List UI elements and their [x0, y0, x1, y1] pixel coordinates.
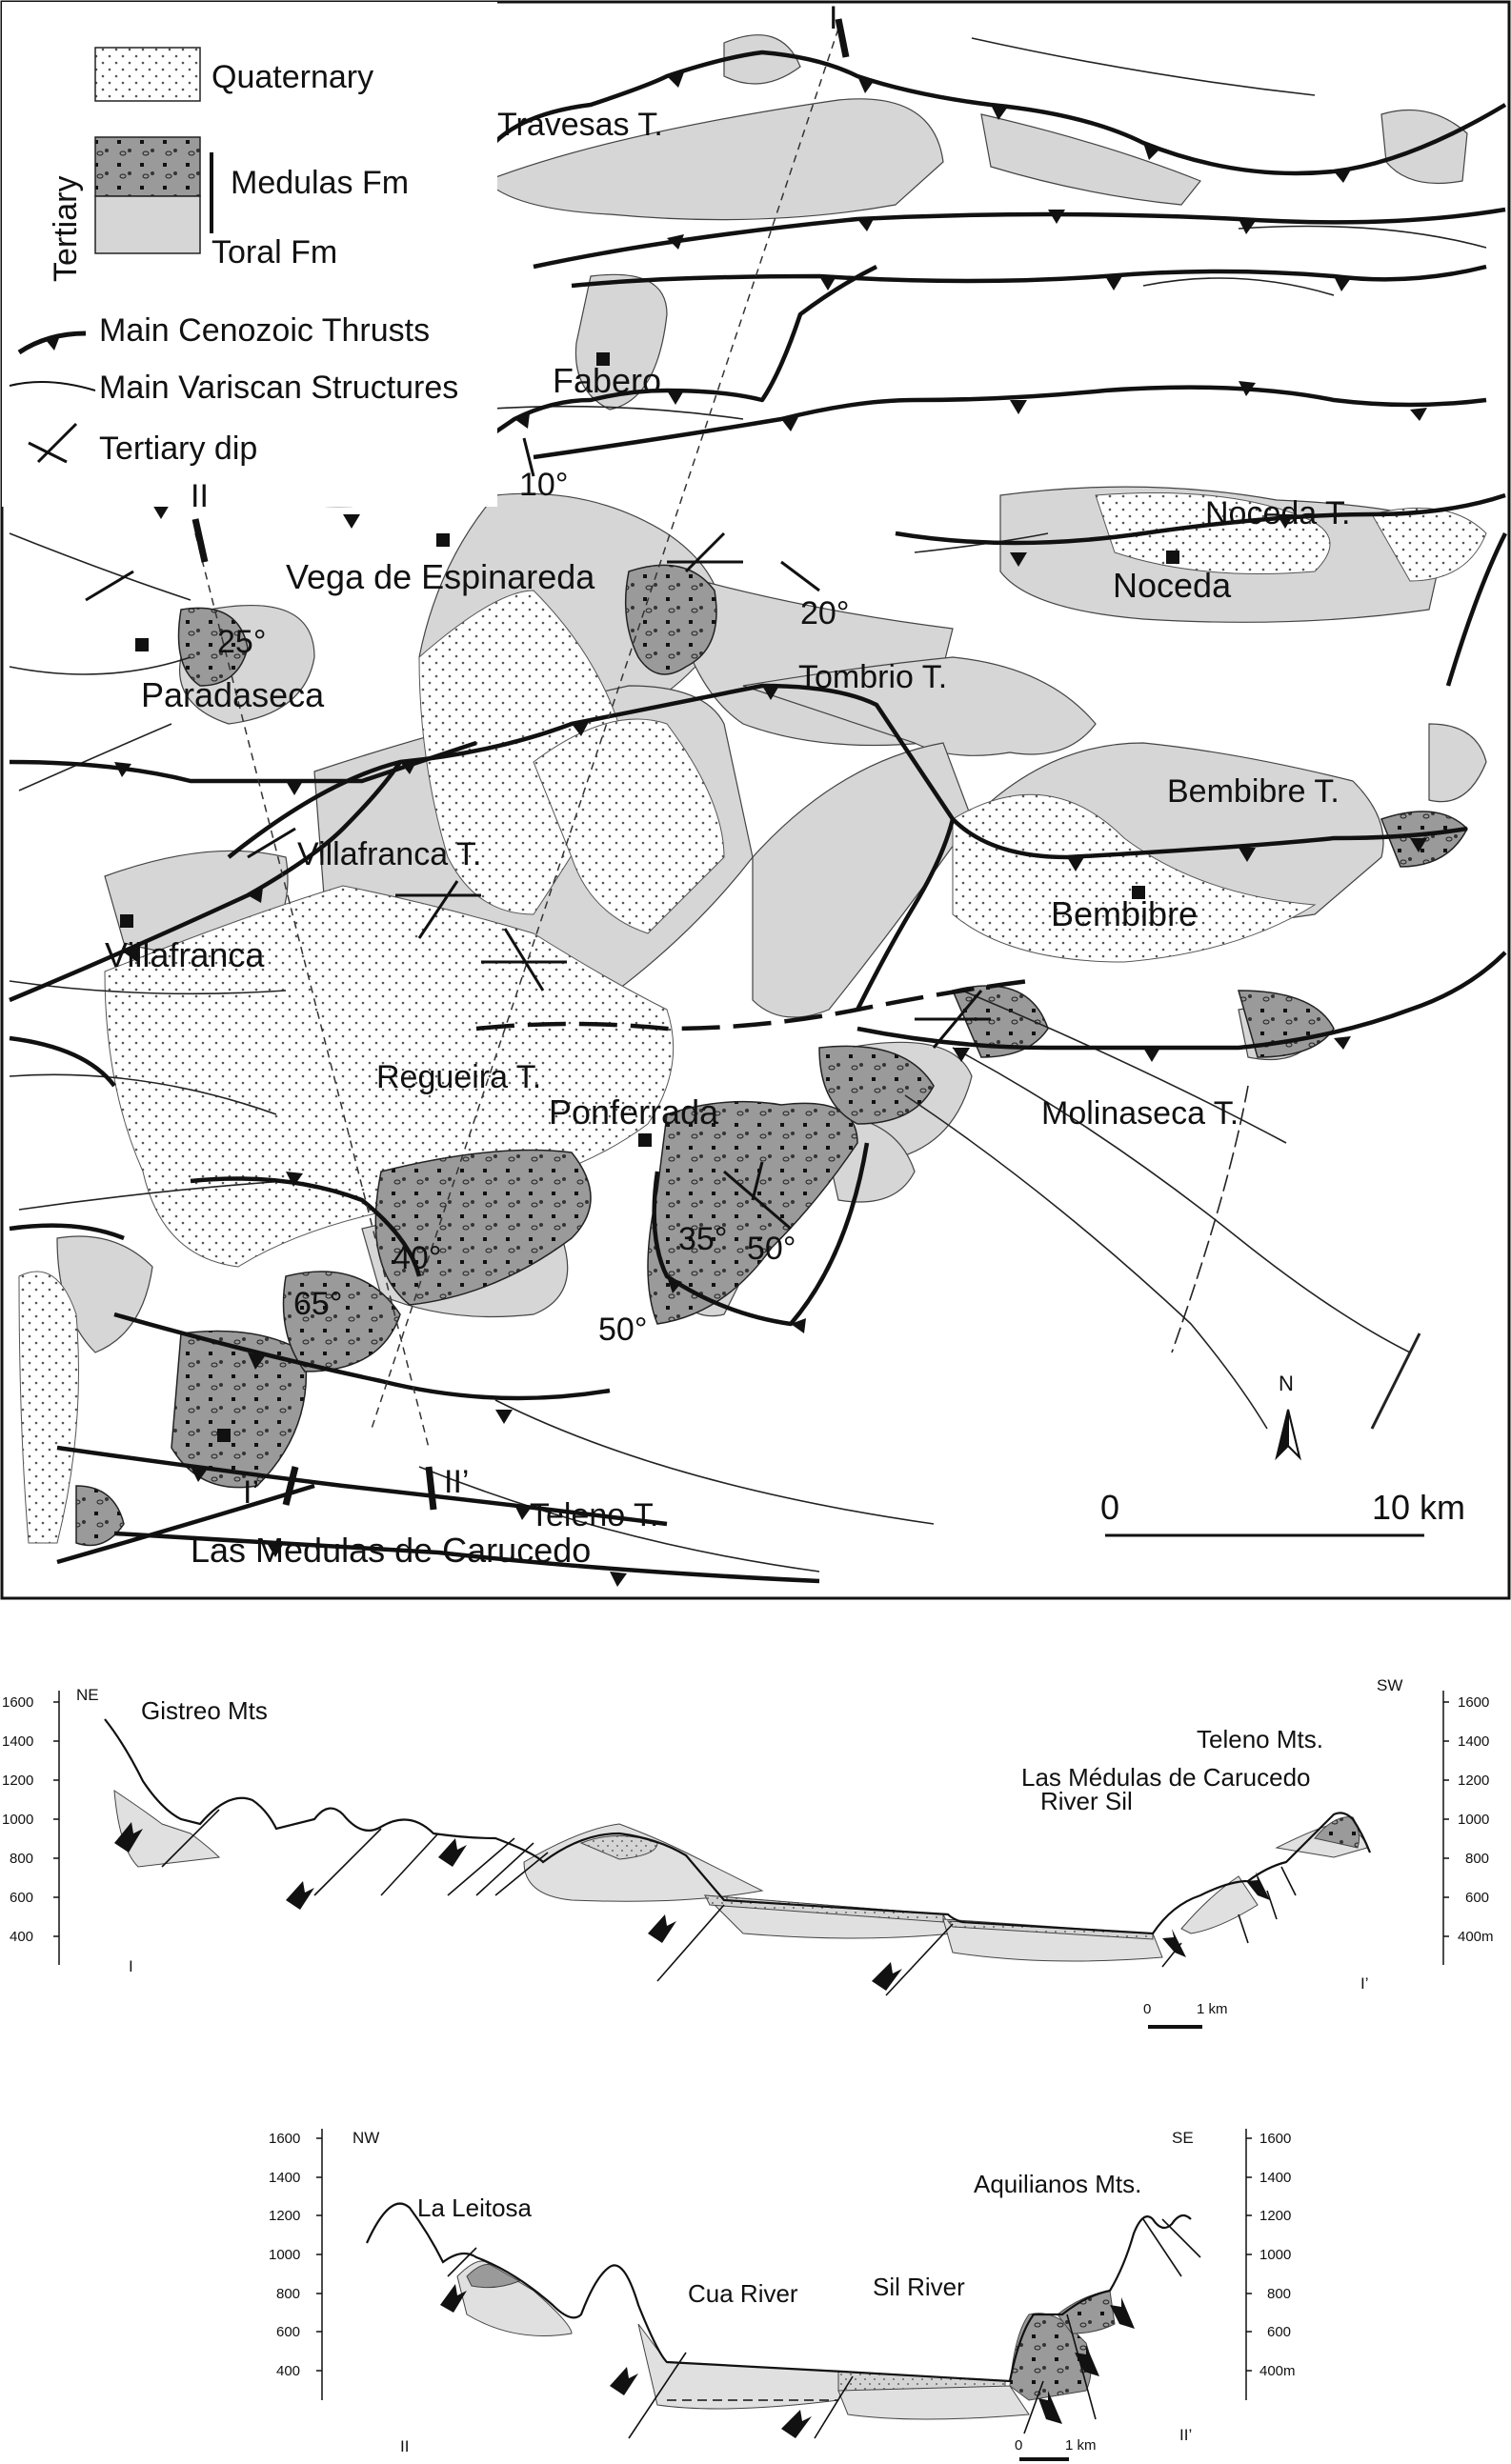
label-tombrio: Tombrio T.	[798, 659, 948, 695]
section1-scale	[1143, 2001, 1228, 2027]
section2-left-end: II	[400, 2437, 410, 2455]
section1-right-dir: SW	[1377, 1676, 1403, 1694]
section1-right-tick: 800	[1465, 1851, 1490, 1867]
dip-50-a: 50°	[747, 1231, 796, 1267]
label-noceda: Noceda	[1113, 566, 1232, 605]
section-mark-II-prime: II’	[444, 1464, 470, 1500]
geological-map	[2, 0, 1509, 1598]
label-villafranca-thrust: Villafranca T.	[297, 836, 482, 872]
dip-50-b: 50°	[598, 1312, 648, 1348]
dip-10: 10°	[519, 467, 569, 503]
label-fabero: Fabero	[553, 361, 662, 400]
section1-label-sil: River Sil	[1040, 1787, 1133, 1815]
section2-scale-end: 1 km	[1065, 2437, 1097, 2454]
section1-left-tick: 1000	[2, 1812, 34, 1828]
label-villafranca: Villafranca	[105, 935, 265, 974]
town-marker-vega	[436, 533, 450, 547]
section1-left-tick: 800	[10, 1851, 34, 1867]
dip-25: 25°	[217, 624, 267, 660]
section2-right-tick: 1400	[1259, 2170, 1292, 2186]
legend-swatch-medulas	[95, 137, 200, 196]
label-teleno: Teleno T.	[530, 1497, 659, 1533]
town-marker-paradaseca	[135, 638, 149, 651]
section1-scale-zero: 0	[1143, 2001, 1152, 2017]
section1-scale-end: 1 km	[1197, 2001, 1228, 2017]
legend-cenozoic-thrusts: Main Cenozoic Thrusts	[99, 312, 431, 349]
section2-left-tick: 1000	[269, 2247, 301, 2263]
town-marker-villafranca	[120, 914, 133, 928]
section1-right-tick: 1600	[1458, 1694, 1490, 1711]
section2-label-sil: Sil River	[873, 2273, 965, 2301]
section1-left-dir: NE	[76, 1686, 99, 1704]
label-bembibre: Bembibre	[1051, 894, 1199, 933]
legend-swatch-toral	[95, 196, 200, 253]
section1-right-axis	[1443, 1691, 1494, 1965]
section2-label-cua: Cua River	[688, 2279, 798, 2308]
town-marker-noceda	[1166, 551, 1179, 564]
legend-swatch-quaternary	[95, 48, 200, 101]
section2-left-tick: 800	[276, 2286, 301, 2302]
section2-right-tick: 1600	[1259, 2131, 1292, 2147]
section-mark-I-prime: I’	[243, 1474, 259, 1511]
label-vega: Vega de Espinareda	[286, 557, 595, 596]
map-legend	[2, 2, 497, 507]
section1-thrust-arrows	[114, 1822, 1270, 1991]
section2-right-tick: 1200	[1259, 2208, 1292, 2224]
dip-65: 65°	[293, 1286, 343, 1322]
section2-right-tick: 600	[1267, 2324, 1292, 2340]
section1-right-tick: 1400	[1458, 1733, 1490, 1750]
label-regueira: Regueira T.	[376, 1059, 542, 1095]
section1-left-tick: 600	[10, 1890, 34, 1906]
section1-label-gistreo: Gistreo Mts	[141, 1696, 268, 1725]
section2-left-tick: 400	[276, 2363, 301, 2379]
section1-right-tick: 1000	[1458, 1812, 1490, 1828]
section1-label-medulas: Las Médulas de Carucedo	[1021, 1763, 1311, 1792]
section1-right-tick: 400m	[1458, 1929, 1494, 1945]
section2-right-tick: 800	[1267, 2286, 1292, 2302]
town-marker-ponferrada	[638, 1133, 652, 1147]
dip-40: 40°	[393, 1240, 442, 1276]
cross-section-1	[2, 1676, 1494, 2027]
section-mark-I: I	[829, 0, 838, 36]
section2-left-tick: 1600	[269, 2131, 301, 2147]
section1-left-end: I	[129, 1957, 133, 1975]
section1-fills	[114, 1791, 1367, 1961]
legend-medulas: Medulas Fm	[231, 165, 410, 201]
section1-left-axis	[2, 1691, 59, 1965]
section2-left-dir: NW	[353, 2129, 380, 2147]
town-marker-medulas	[217, 1429, 231, 1442]
section2-right-tick: 400m	[1259, 2363, 1296, 2379]
section1-right-end: I’	[1360, 1974, 1369, 1993]
map-scale-zero: 0	[1100, 1488, 1120, 1527]
cross-section-2	[269, 2129, 1296, 2459]
section2-right-dir: SE	[1172, 2129, 1194, 2147]
section1-right-tick: 600	[1465, 1890, 1490, 1906]
section-mark-II: II	[191, 478, 209, 514]
legend-variscan: Main Variscan Structures	[99, 370, 459, 406]
label-travesas: Travesas T.	[497, 107, 663, 143]
section1-right-tick: 1200	[1458, 1773, 1490, 1789]
dip-35: 35°	[678, 1221, 728, 1257]
section2-left-axis	[269, 2129, 322, 2400]
dip-20: 20°	[800, 595, 850, 631]
section1-left-tick: 1200	[2, 1773, 34, 1789]
section1-left-tick: 1400	[2, 1733, 34, 1750]
legend-tertiary: Tertiary	[48, 175, 84, 282]
section1-left-tick: 1600	[2, 1694, 34, 1711]
map-scale-end: 10 km	[1372, 1488, 1466, 1527]
section2-scale-zero: 0	[1015, 2437, 1023, 2454]
section2-label-leitosa: La Leitosa	[417, 2194, 532, 2222]
section2-scale	[1015, 2437, 1097, 2459]
label-paradaseca: Paradaseca	[141, 675, 325, 714]
section2-right-axis	[1246, 2129, 1296, 2400]
label-molinaseca: Molinaseca T.	[1041, 1095, 1239, 1132]
legend-toral: Toral Fm	[212, 234, 338, 270]
section2-left-tick: 1400	[269, 2170, 301, 2186]
label-medulas: Las Medulas de Carucedo	[191, 1531, 592, 1570]
legend-quaternary: Quaternary	[212, 59, 374, 95]
label-ponferrada: Ponferrada	[549, 1092, 719, 1132]
section2-right-tick: 1000	[1259, 2247, 1292, 2263]
section2-left-tick: 600	[276, 2324, 301, 2340]
section2-label-aquilianos: Aquilianos Mts.	[974, 2170, 1142, 2198]
section2-right-end: II’	[1179, 2426, 1193, 2444]
section1-left-tick: 400	[10, 1929, 34, 1945]
legend-dip: Tertiary dip	[99, 431, 258, 467]
label-bembibre-thrust: Bembibre T.	[1167, 773, 1340, 810]
section1-label-teleno: Teleno Mts.	[1197, 1725, 1323, 1753]
section2-left-tick: 1200	[269, 2208, 301, 2224]
label-noceda-thrust: Noceda T.	[1205, 495, 1351, 531]
north-label: N	[1279, 1372, 1294, 1395]
